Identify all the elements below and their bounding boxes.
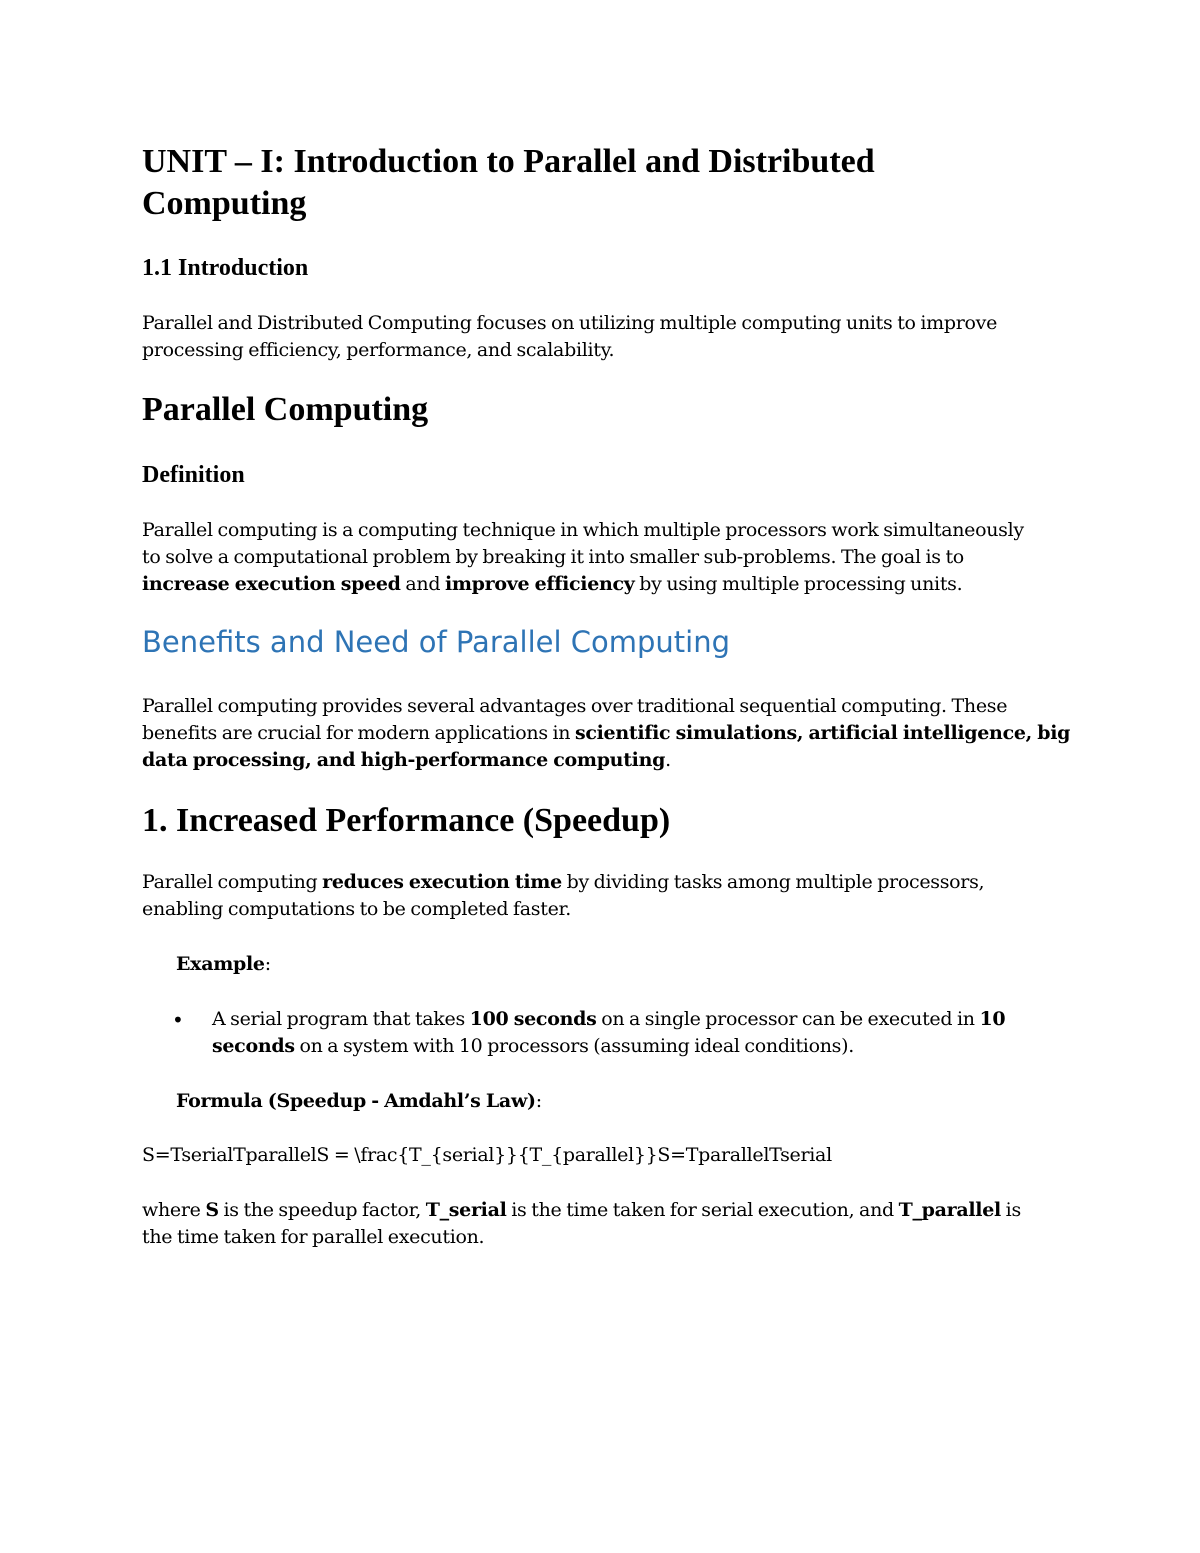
bold-seconds: seconds — [212, 1035, 295, 1057]
definition-line-1: Parallel computing is a computing technique in which multiple processors work simultaneously — [142, 519, 1024, 541]
document-title — [142, 141, 1062, 225]
speedup-heading: 1. Increased Performance (Speedup) — [142, 802, 671, 839]
bold-10: 10 — [979, 1008, 1006, 1030]
bold-100-seconds: 100 seconds — [469, 1008, 597, 1030]
example-bullet-item — [212, 1006, 1005, 1060]
bullet-icon: • — [172, 1008, 184, 1032]
speedup-formula: S=TserialTparallelS = \frac{T_{serial}}{T_{parallel}}S=TparallelTserial — [142, 1144, 832, 1166]
definition-heading: Definition — [142, 462, 245, 488]
bold-applications-list: scientific simulations, artificial intelligence, big — [574, 722, 1071, 744]
parallel-computing-heading: Parallel Computing — [142, 391, 429, 428]
intro-heading: 1.1 Introduction — [142, 255, 309, 281]
formula-label: Formula (Speedup - Amdahl’s Law): — [176, 1090, 542, 1112]
bold-improve-efficiency: improve efficiency — [444, 573, 635, 595]
speedup-line-1: Parallel computing reduces execution time by dividing tasks among multiple processors, — [142, 871, 985, 893]
speedup-line-2: enabling computations to be completed faster. — [142, 898, 571, 920]
benefits-line-3: data processing, and high-performance computing. — [142, 749, 671, 771]
bold-T-parallel: T_parallel — [898, 1199, 1001, 1221]
intro-line-1: Parallel and Distributed Computing focuses on utilizing multiple computing units to improve — [142, 312, 998, 334]
benefits-heading: Benefits and Need of Parallel Computing — [142, 625, 731, 659]
benefits-line-2: benefits are crucial for modern applications in scientific simulations, artificial intelligence, big — [142, 722, 1071, 744]
definition-paragraph — [142, 517, 1024, 598]
title-line-2: Computing — [142, 185, 307, 222]
bold-S: S — [205, 1199, 219, 1221]
bold-increase-execution-speed: increase execution speed — [142, 573, 401, 595]
intro-line-2: processing efficiency, performance, and scalability. — [142, 339, 615, 361]
benefits-line-1: Parallel computing provides several advantages over traditional sequential computing. These — [142, 695, 1008, 717]
bold-reduces-execution-time: reduces execution time — [322, 871, 562, 893]
explanation-line-2: the time taken for parallel execution. — [142, 1226, 485, 1248]
bold-applications-list-cont: data processing, and high-performance computing — [142, 749, 666, 771]
bullet-line-1: A serial program that takes 100 seconds on a single processor can be executed in 10 — [212, 1008, 1006, 1030]
title-line-1: UNIT – I: Introduction to Parallel and Distributed — [142, 143, 875, 180]
definition-line-3: increase execution speed and improve efficiency by using multiple processing units. — [142, 573, 963, 595]
definition-line-2: to solve a computational problem by breaking it into smaller sub-problems. The goal is to — [142, 546, 964, 568]
formula-explanation — [142, 1197, 1021, 1251]
explanation-line-1: where S is the speedup factor, T_serial is the time taken for serial execution, and T_parallel is — [142, 1199, 1021, 1221]
bullet-line-2: seconds on a system with 10 processors (assuming ideal conditions). — [212, 1035, 854, 1057]
intro-paragraph — [142, 310, 997, 364]
example-label: Example: — [176, 953, 271, 975]
bold-T-serial: T_serial — [425, 1199, 507, 1221]
speedup-paragraph — [142, 869, 984, 923]
benefits-paragraph — [142, 693, 1070, 774]
